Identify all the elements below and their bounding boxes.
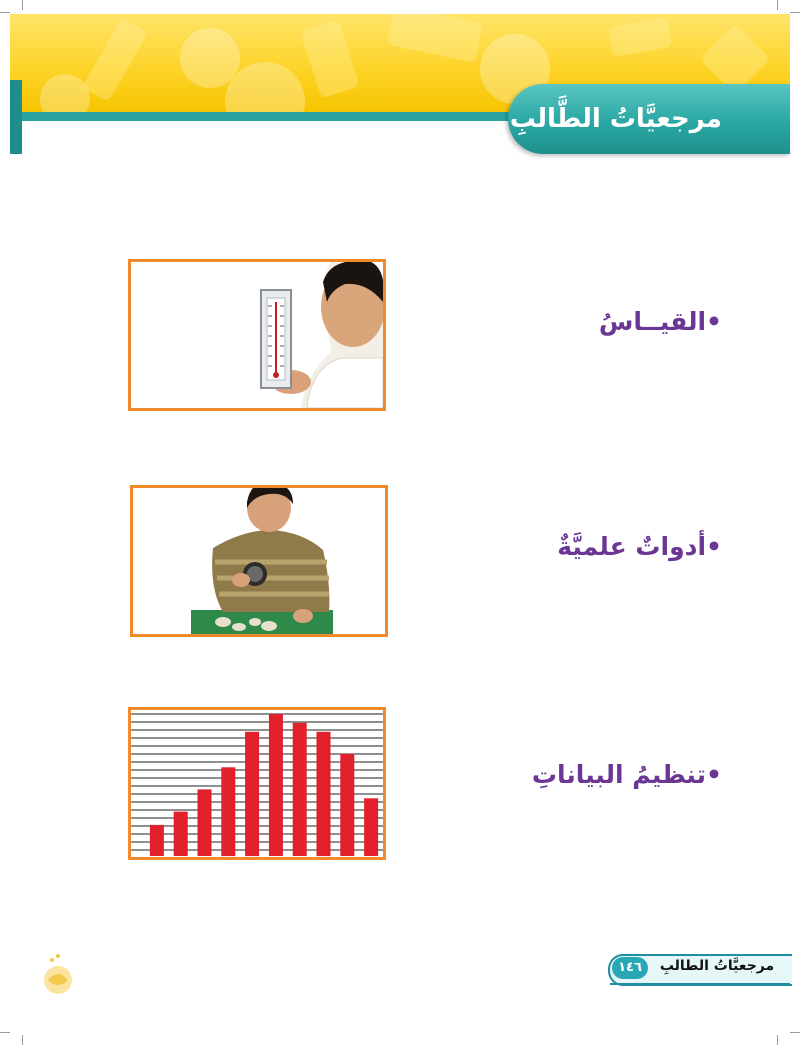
chart-bar <box>245 732 259 856</box>
header-edge <box>10 80 22 154</box>
chart-bar <box>221 767 235 856</box>
header-rule <box>10 112 510 121</box>
chart-bar <box>364 798 378 856</box>
crop-mark <box>777 0 778 10</box>
magnifier-illustration <box>133 488 385 634</box>
crop-mark <box>790 12 800 13</box>
chart-bar <box>340 754 354 856</box>
bar-chart <box>131 710 383 857</box>
footer-title: مرجعيَّاتُ الطالبِ <box>659 958 775 974</box>
crop-mark <box>790 1032 800 1033</box>
science-tools-photo <box>130 485 388 637</box>
chart-bar <box>198 789 212 856</box>
page-title: مرجعيَّاتُ الطَّالبِ <box>509 104 722 134</box>
chart-bar <box>269 714 283 856</box>
book-logo-icon <box>38 950 78 998</box>
title-tab <box>508 84 790 154</box>
crop-mark <box>0 1032 10 1033</box>
measurement-photo <box>128 259 386 411</box>
crop-mark <box>22 1035 23 1045</box>
section-data-organization: •تنظيمُ البياناتِ <box>531 760 722 789</box>
footer-rule <box>610 983 790 985</box>
chart-bar <box>150 825 164 856</box>
page-number: ١٤٦ <box>612 957 648 979</box>
thermometer-illustration <box>131 262 383 408</box>
chart-bar <box>293 723 307 856</box>
chart-bar <box>317 732 331 856</box>
chart-bar <box>174 812 188 856</box>
crop-mark <box>22 0 23 10</box>
crop-mark <box>0 12 10 13</box>
section-measurement: •القيــاسُ <box>598 307 722 336</box>
section-science-tools: •أدواتٌ علميَّةٌ <box>557 532 722 561</box>
crop-mark <box>777 1035 778 1045</box>
data-chart-frame <box>128 707 386 860</box>
